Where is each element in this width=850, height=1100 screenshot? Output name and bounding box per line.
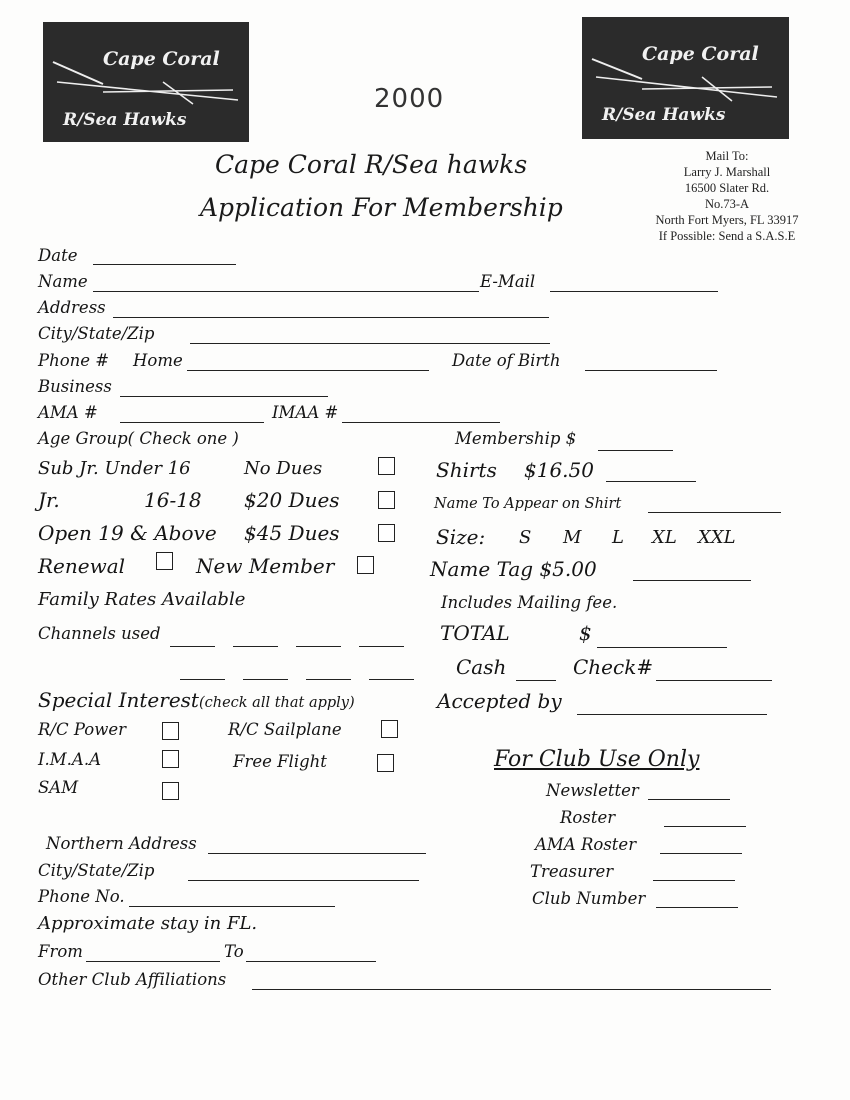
- imaa-label: IMAA #: [272, 403, 339, 422]
- sub-jr-label: Sub Jr. Under 16: [38, 458, 191, 479]
- email-field[interactable]: [550, 291, 718, 292]
- size-option-l[interactable]: L: [612, 527, 624, 548]
- cash-field[interactable]: [516, 680, 556, 681]
- special-interest-note: (check all that apply): [198, 695, 355, 711]
- channels-label: Channels used: [38, 624, 161, 643]
- open-dues-label: $45 Dues: [244, 521, 340, 545]
- treasurer-label: Treasurer: [530, 862, 614, 881]
- address-field[interactable]: [113, 317, 549, 318]
- free-flight-label: Free Flight: [233, 752, 327, 771]
- treasurer-field[interactable]: [653, 880, 735, 881]
- logo-line-1: Cape Coral: [103, 48, 220, 70]
- date-of-birth-field[interactable]: [585, 370, 717, 371]
- check-field[interactable]: [656, 680, 772, 681]
- form-year: 2000: [374, 84, 445, 114]
- size-label: Size:: [436, 525, 486, 549]
- renewal-checkbox[interactable]: [156, 552, 173, 570]
- form-title-line-2: Application For Membership: [200, 193, 563, 222]
- size-option-xl[interactable]: XL: [652, 527, 677, 548]
- new-member-label: New Member: [196, 554, 335, 578]
- family-rates-label: Family Rates Available: [38, 589, 246, 610]
- club-number-field[interactable]: [656, 907, 738, 908]
- business-phone-field[interactable]: [120, 396, 328, 397]
- cash-label: Cash: [456, 655, 507, 679]
- size-option-m[interactable]: M: [563, 527, 582, 548]
- northern-address-label: Northern Address: [46, 834, 197, 853]
- from-label: From: [38, 942, 83, 961]
- membership-label: Membership $: [455, 429, 577, 448]
- mail-to-line: No.73-A: [704, 197, 750, 211]
- imaa-interest-checkbox[interactable]: [162, 750, 179, 768]
- accepted-by-label: Accepted by: [437, 689, 562, 713]
- no-dues-label: No Dues: [244, 458, 323, 479]
- home-label: Home: [133, 351, 183, 370]
- mail-to-line: North Fort Myers, FL 33917: [655, 213, 799, 227]
- other-clubs-field[interactable]: [252, 989, 771, 990]
- channel-field[interactable]: [170, 646, 215, 647]
- club-logo-left: [43, 22, 249, 142]
- email-label: E-Mail: [480, 272, 536, 291]
- total-field[interactable]: [597, 647, 727, 648]
- city-state-zip-field[interactable]: [190, 343, 550, 344]
- membership-field[interactable]: [598, 450, 673, 451]
- sam-label: SAM: [38, 778, 79, 797]
- jr-checkbox[interactable]: [378, 491, 395, 509]
- shirt-name-field[interactable]: [648, 512, 781, 513]
- mail-to-line: Larry J. Marshall: [683, 165, 771, 179]
- mail-to-line: 16500 Slater Rd.: [684, 181, 770, 195]
- name-label: Name: [38, 272, 88, 291]
- shirts-field[interactable]: [606, 481, 696, 482]
- other-clubs-label: Other Club Affiliations: [38, 970, 227, 989]
- channel-field[interactable]: [180, 679, 225, 680]
- date-of-birth-label: Date of Birth: [452, 351, 561, 370]
- renewal-label: Renewal: [38, 554, 126, 578]
- home-phone-field[interactable]: [187, 370, 429, 371]
- logo-line-2: R/Sea Hawks: [602, 105, 726, 125]
- northern-city-state-zip-label: City/State/Zip: [38, 861, 155, 880]
- rc-power-label: R/C Power: [38, 720, 126, 739]
- jr-dues-label: $20 Dues: [244, 488, 340, 512]
- accepted-by-field[interactable]: [577, 714, 767, 715]
- rc-power-checkbox[interactable]: [162, 722, 179, 740]
- jr-age-label: 16-18: [144, 488, 202, 512]
- channel-field[interactable]: [369, 679, 414, 680]
- rc-sailplane-label: R/C Sailplane: [228, 720, 342, 739]
- club-use-heading: For Club Use Only: [494, 747, 700, 772]
- channel-field[interactable]: [306, 679, 351, 680]
- free-flight-checkbox[interactable]: [377, 754, 394, 772]
- club-logo-right: [582, 17, 789, 139]
- mail-to-line: If Possible: Send a S.A.S.E: [658, 229, 796, 243]
- name-tag-label: Name Tag $5.00: [430, 557, 597, 581]
- newsletter-label: Newsletter: [546, 781, 639, 800]
- size-option-xxl[interactable]: XXL: [698, 527, 736, 548]
- mail-to-address: [617, 148, 837, 244]
- channel-field[interactable]: [233, 646, 278, 647]
- sub-jr-checkbox[interactable]: [378, 457, 395, 475]
- total-label: TOTAL: [440, 621, 510, 645]
- imaa-field[interactable]: [342, 422, 500, 423]
- special-interest-heading: [38, 688, 355, 712]
- address-label: Address: [38, 298, 106, 317]
- channel-field[interactable]: [296, 646, 341, 647]
- form-title-line-1: Cape Coral R/Sea hawks: [215, 150, 528, 179]
- shirt-name-label: Name To Appear on Shirt: [434, 496, 622, 512]
- total-dollar-sign: $: [579, 621, 592, 645]
- phone-label: Phone #: [38, 351, 110, 370]
- newsletter-field[interactable]: [648, 799, 730, 800]
- channel-field[interactable]: [243, 679, 288, 680]
- to-field[interactable]: [246, 961, 376, 962]
- roster-field[interactable]: [664, 826, 746, 827]
- roster-label: Roster: [560, 808, 616, 827]
- name-field[interactable]: [93, 291, 479, 292]
- northern-address-field[interactable]: [208, 853, 426, 854]
- date-field[interactable]: [93, 264, 236, 265]
- northern-phone-label: Phone No.: [38, 887, 125, 906]
- imaa-interest-label: I.M.A.A: [38, 750, 101, 769]
- club-number-label: Club Number: [532, 889, 646, 908]
- shirts-price: $16.50: [524, 458, 594, 482]
- city-state-zip-label: City/State/Zip: [38, 324, 155, 343]
- open-checkbox[interactable]: [378, 524, 395, 542]
- logo-line-1: Cape Coral: [642, 43, 759, 65]
- logo-line-2: R/Sea Hawks: [63, 110, 187, 130]
- ama-label: AMA #: [38, 403, 98, 422]
- age-group-label: Age Group( Check one ): [38, 429, 239, 448]
- date-label: Date: [38, 246, 78, 265]
- ama-field[interactable]: [120, 422, 264, 423]
- jr-label: Jr.: [38, 488, 60, 512]
- special-interest-label: Special Interest: [38, 688, 199, 712]
- to-label: To: [224, 942, 244, 961]
- sam-checkbox[interactable]: [162, 782, 179, 800]
- ama-roster-label: AMA Roster: [535, 835, 637, 854]
- mailing-fee-note: Includes Mailing fee.: [441, 593, 618, 612]
- ama-roster-field[interactable]: [660, 853, 742, 854]
- approximate-stay-label: Approximate stay in FL.: [38, 913, 258, 934]
- shirts-label: Shirts: [436, 458, 497, 482]
- name-tag-field[interactable]: [633, 580, 751, 581]
- channel-field[interactable]: [359, 646, 404, 647]
- northern-phone-field[interactable]: [129, 906, 335, 907]
- from-field[interactable]: [86, 961, 220, 962]
- size-option-s[interactable]: S: [519, 527, 532, 548]
- northern-city-state-zip-field[interactable]: [188, 880, 419, 881]
- check-label: Check#: [573, 655, 654, 679]
- open-label: Open 19 & Above: [38, 521, 217, 545]
- mail-to-line: Mail To:: [705, 149, 749, 163]
- business-label: Business: [38, 377, 112, 396]
- rc-sailplane-checkbox[interactable]: [381, 720, 398, 738]
- new-member-checkbox[interactable]: [357, 556, 374, 574]
